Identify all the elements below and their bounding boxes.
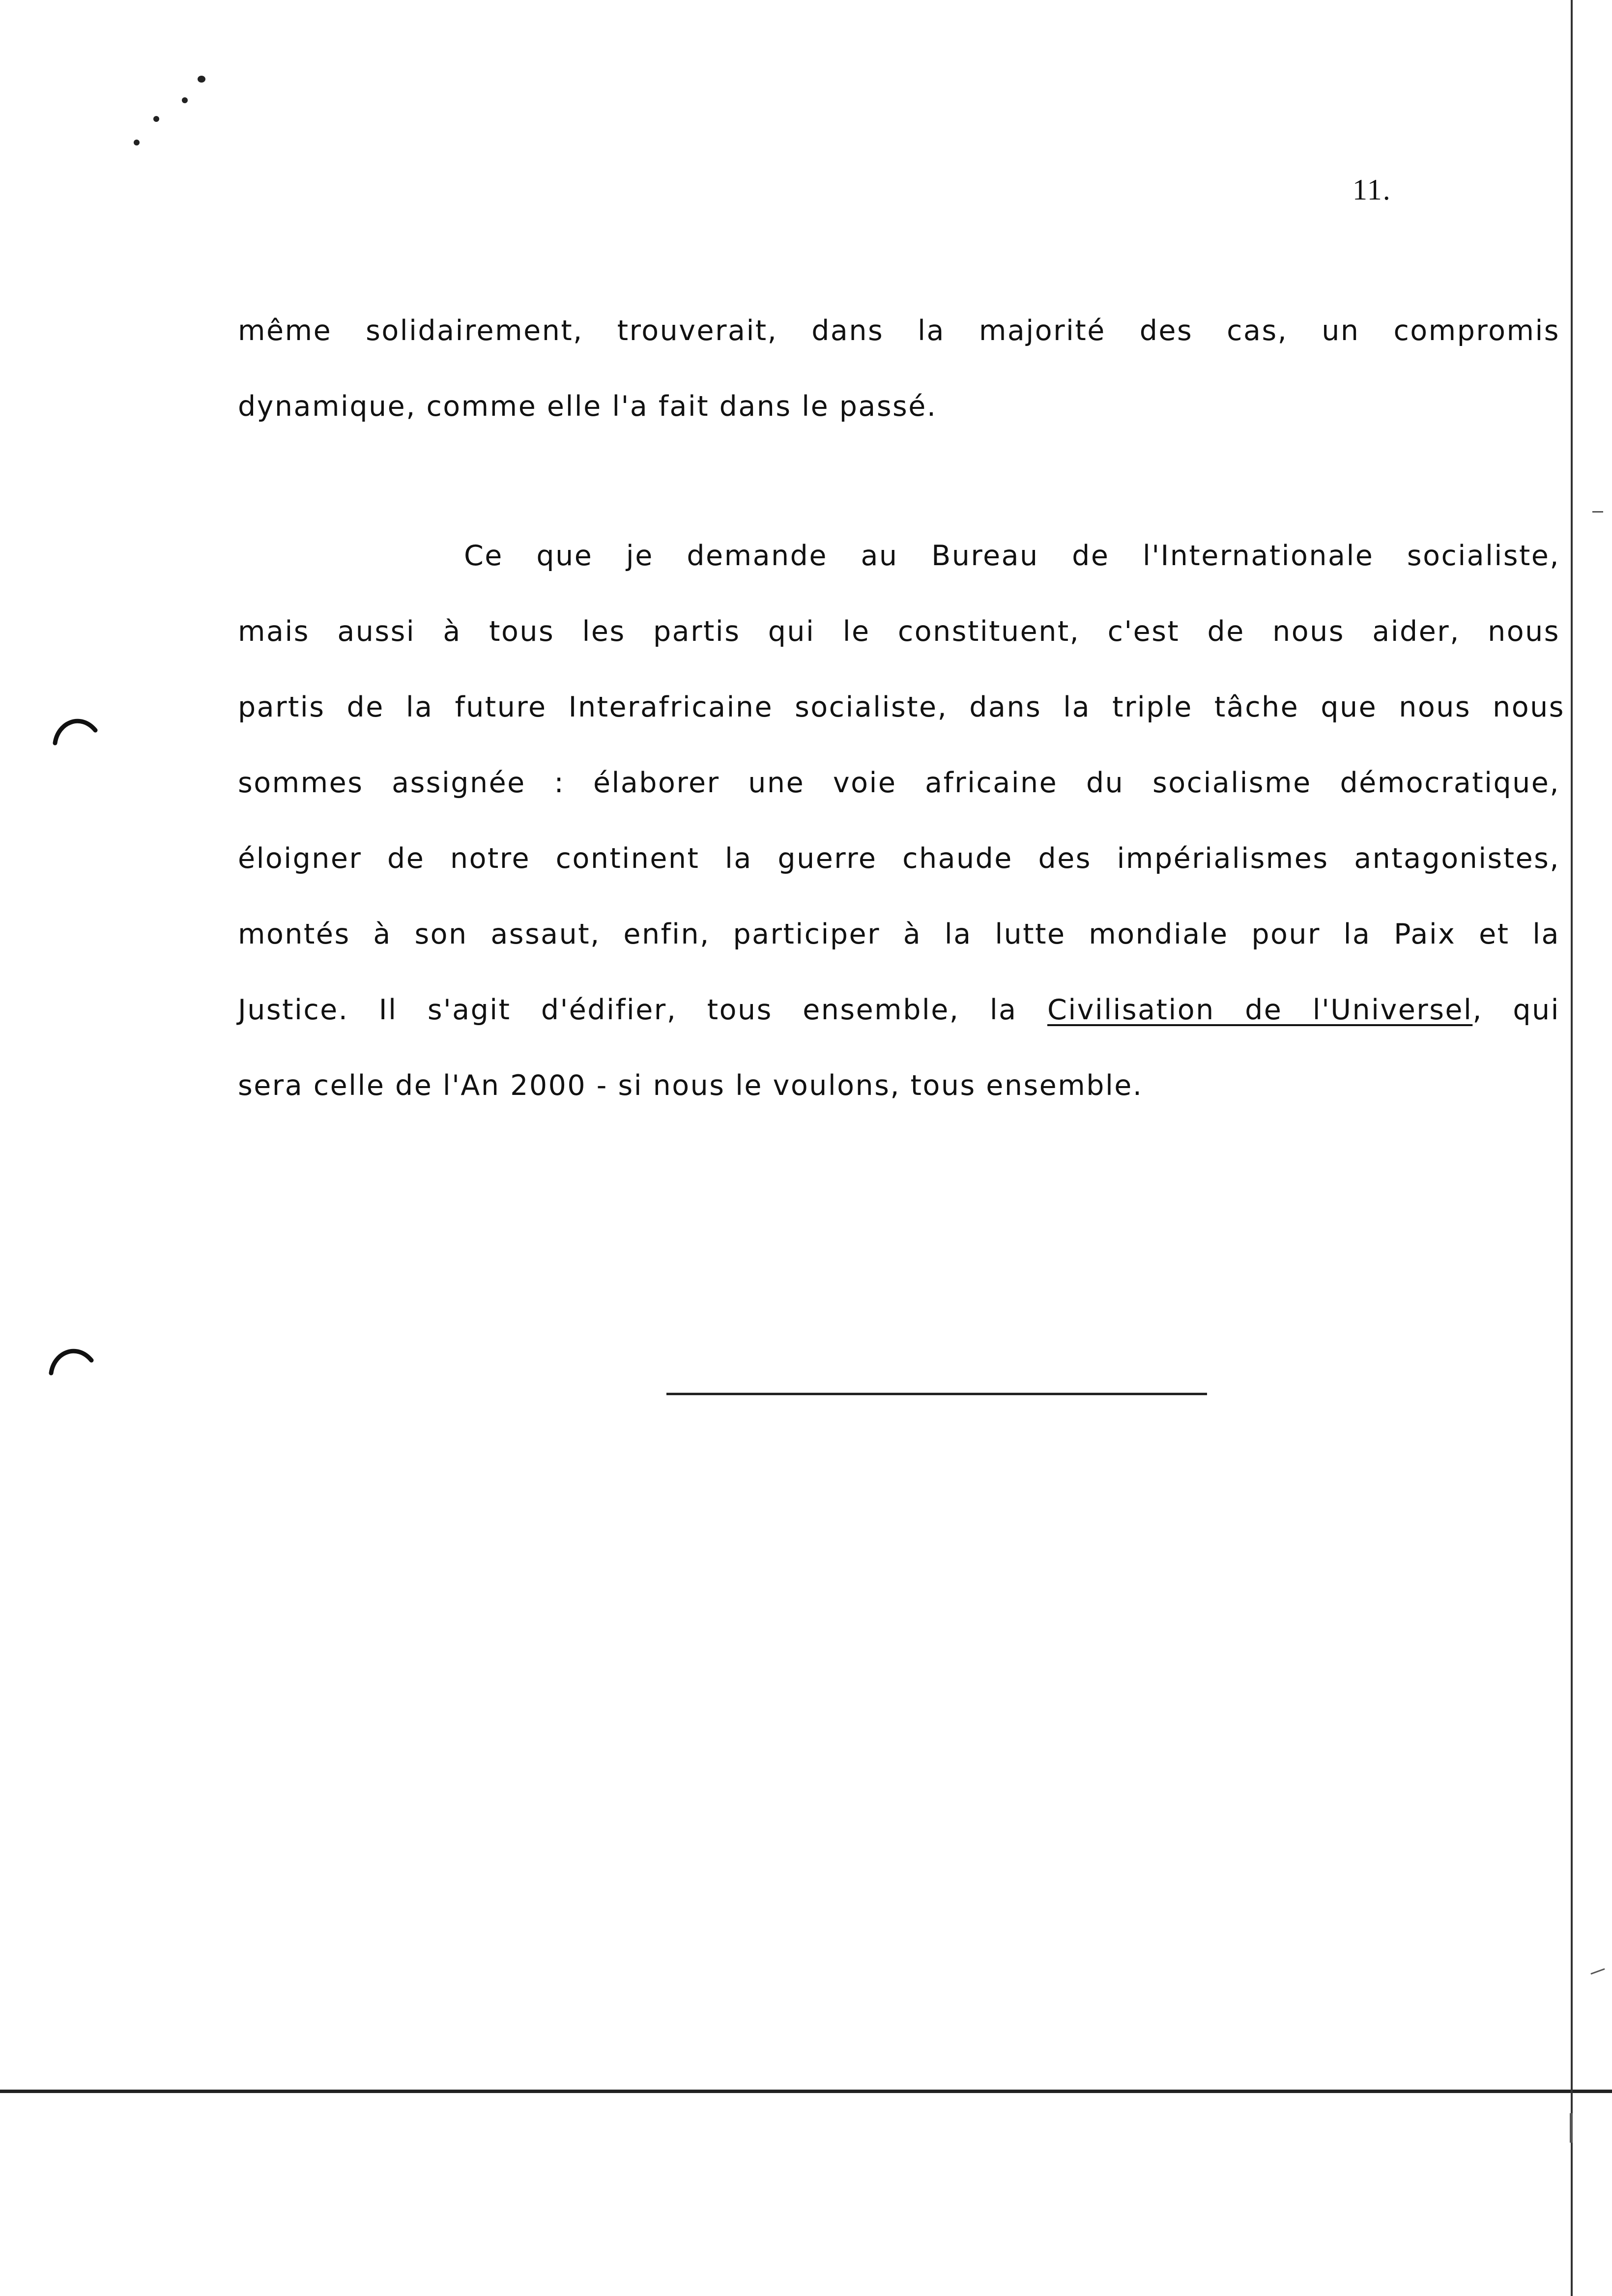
ink-speck <box>134 140 140 145</box>
punch-hole-mark-upper <box>51 708 98 747</box>
text-line: partis de la future Interafricaine socialiste, dans la triple tâche que nous nous <box>238 691 1565 723</box>
edge-tick <box>1590 1968 1605 1975</box>
ink-speck <box>153 116 159 122</box>
edge-tick <box>1570 2113 1573 2143</box>
text-line: mais aussi à tous les partis qui le constituent, c'est de nous aider, nous <box>238 615 1560 648</box>
text-segment: , qui <box>1472 994 1560 1026</box>
text-line: éloigner de notre continent la guerre chaude des impérialismes antagonistes, <box>238 842 1560 875</box>
page-number: 11. <box>1353 173 1391 206</box>
text-line <box>238 994 1560 1026</box>
text-line: montés à son assaut, enfin, participer à la lutte mondiale pour la Paix et la <box>238 918 1560 950</box>
ink-speck <box>182 97 188 103</box>
edge-tick <box>1592 511 1603 513</box>
text-line-final: sera celle de l'An 2000 - si nous le voulons, tous ensemble. <box>238 1069 1143 1102</box>
closing-rule <box>666 1393 1207 1395</box>
punch-hole-mark-lower <box>47 1338 94 1377</box>
text-line: dynamique, comme elle l'a fait dans le passé. <box>238 390 937 423</box>
text-line: même solidairement, trouverait, dans la majorité des cas, un compromis <box>238 315 1560 347</box>
text-segment: Justice. Il s'agit d'édifier, tous ensemble, la <box>238 994 1017 1026</box>
ink-speck <box>198 76 205 83</box>
scan-bottom-edge <box>0 2090 1612 2093</box>
scan-right-edge <box>1571 0 1573 2296</box>
underlined-phrase: Civilisation de l'Universel <box>1047 994 1473 1026</box>
text-line-indented: Ce que je demande au Bureau de l'Internationale socialiste, <box>464 540 1560 572</box>
text-line: sommes assignée : élaborer une voie africaine du socialisme démocratique, <box>238 767 1560 799</box>
